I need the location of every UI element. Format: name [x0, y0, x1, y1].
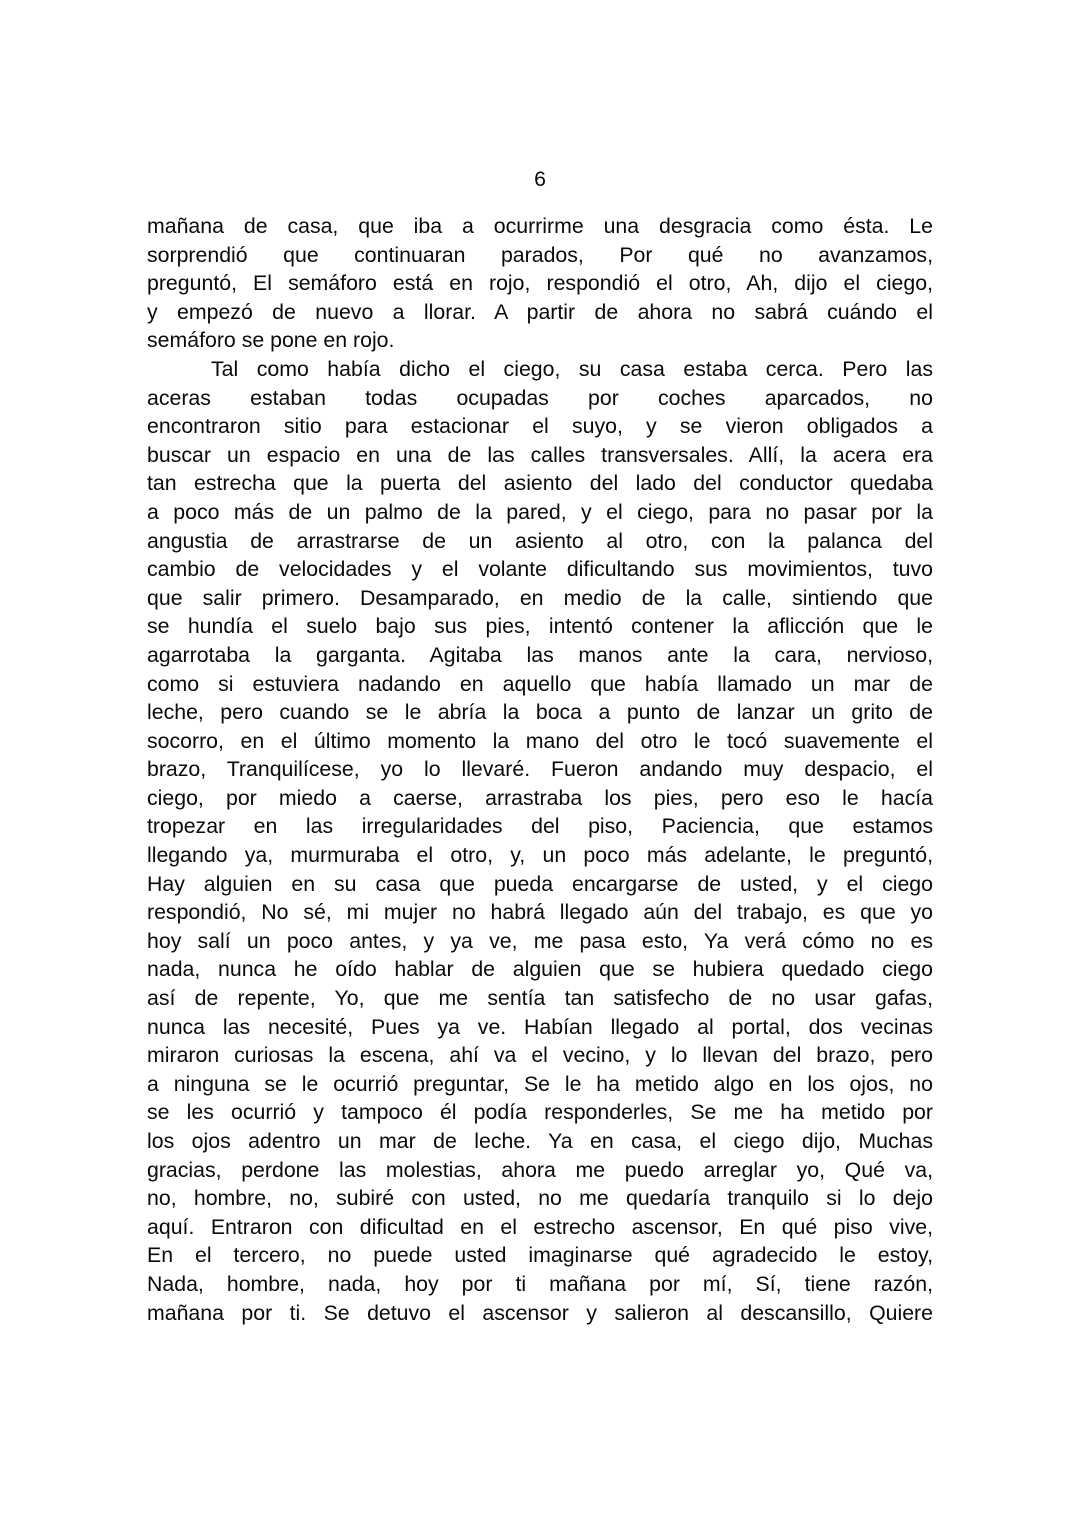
text-line: brazo, Tranquilícese, yo lo llevaré. Fueron andando muy despacio, el	[147, 757, 933, 782]
text-line: aceras estaban todas ocupadas por coches aparcados, no	[147, 385, 933, 410]
text-line: Nada, hombre, nada, hoy por ti mañana por mí, Sí, tiene razón,	[147, 1271, 933, 1296]
text-line: Tal como había dicho el ciego, su casa estaba cerca. Pero las	[211, 356, 933, 381]
text-line: socorro, en el último momento la mano del otro le tocó suavemente el	[147, 728, 933, 753]
text-line: sorprendió que continuaran parados, Por qué no avanzamos,	[147, 242, 933, 267]
text-line: y empezó de nuevo a llorar. A partir de ahora no sabrá cuándo el	[147, 299, 933, 324]
text-line: no, hombre, no, subiré con usted, no me quedaría tranquilo si lo dejo	[147, 1186, 933, 1211]
text-line: angustia de arrastrarse de un asiento al otro, con la palanca del	[147, 528, 933, 553]
page-number: 6	[534, 167, 546, 191]
text-line: encontraron sitio para estacionar el suyo, y se vieron obligados a	[147, 414, 933, 439]
text-line: los ojos adentro un mar de leche. Ya en casa, el ciego dijo, Muchas	[147, 1129, 933, 1153]
text-line: preguntó, El semáforo está en rojo, respondió el otro, Ah, dijo el ciego,	[147, 271, 933, 296]
text-line: mañana por ti. Se detuvo el ascensor y salieron al descansillo, Quiere	[147, 1300, 933, 1325]
text-line: mañana de casa, que iba a ocurrirme una desgracia como ésta. Le	[147, 214, 933, 238]
text-line: como si estuviera nadando en aquello que había llamado un mar de	[147, 671, 933, 696]
text-line: buscar un espacio en una de las calles transversales. Allí, la acera era	[147, 442, 933, 467]
text-line: llegando ya, murmuraba el otro, y, un poco más adelante, le preguntó,	[147, 843, 933, 868]
text-line: En el tercero, no puede usted imaginarse qué agradecido le estoy,	[147, 1243, 933, 1268]
text-line: nada, nunca he oído hablar de alguien que se hubiera quedado ciego	[147, 957, 933, 982]
text-line: hoy salí un poco antes, y ya ve, me pasa esto, Ya verá cómo no es	[147, 928, 933, 953]
text-line: se hundía el suelo bajo sus pies, intentó contener la aflicción que le	[147, 614, 933, 639]
text-line: a poco más de un palmo de la pared, y el ciego, para no pasar por la	[147, 499, 933, 524]
text-line: aquí. Entraron con dificultad en el estrecho ascensor, En qué piso vive,	[147, 1214, 933, 1239]
text-line: cambio de velocidades y el volante dificultando sus movimientos, tuvo	[147, 557, 933, 582]
text-line: miraron curiosas la escena, ahí va el vecino, y lo llevan del brazo, pero	[147, 1043, 933, 1068]
text-line: nunca las necesité, Pues ya ve. Habían llegado al portal, dos vecinas	[147, 1014, 933, 1039]
text-line: que salir primero. Desamparado, en medio de la calle, sintiendo que	[147, 585, 933, 610]
text-line: Hay alguien en su casa que pueda encargarse de usted, y el ciego	[147, 871, 933, 896]
text-line: se les ocurrió y tampoco él podía responderles, Se me ha metido por	[147, 1100, 933, 1125]
paragraph	[147, 355, 933, 1327]
paragraph	[147, 212, 933, 355]
text-line: a ninguna se le ocurrió preguntar, Se le ha metido algo en los ojos, no	[147, 1071, 933, 1096]
text-line: semáforo se pone en rojo.	[147, 328, 395, 353]
page-body-text	[147, 212, 933, 1327]
text-line: ciego, por miedo a caerse, arrastraba los pies, pero eso le hacía	[147, 785, 933, 810]
text-line: tropezar en las irregularidades del piso, Paciencia, que estamos	[147, 814, 933, 839]
text-line: agarrotaba la garganta. Agitaba las manos ante la cara, nervioso,	[147, 642, 933, 667]
text-line: gracias, perdone las molestias, ahora me puedo arreglar yo, Qué va,	[147, 1157, 933, 1182]
text-line: respondió, No sé, mi mujer no habrá llegado aún del trabajo, es que yo	[147, 900, 933, 925]
text-line: tan estrecha que la puerta del asiento del lado del conductor quedaba	[147, 471, 933, 496]
text-line: así de repente, Yo, que me sentía tan satisfecho de no usar gafas,	[147, 986, 933, 1011]
text-line: leche, pero cuando se le abría la boca a punto de lanzar un grito de	[147, 700, 933, 725]
